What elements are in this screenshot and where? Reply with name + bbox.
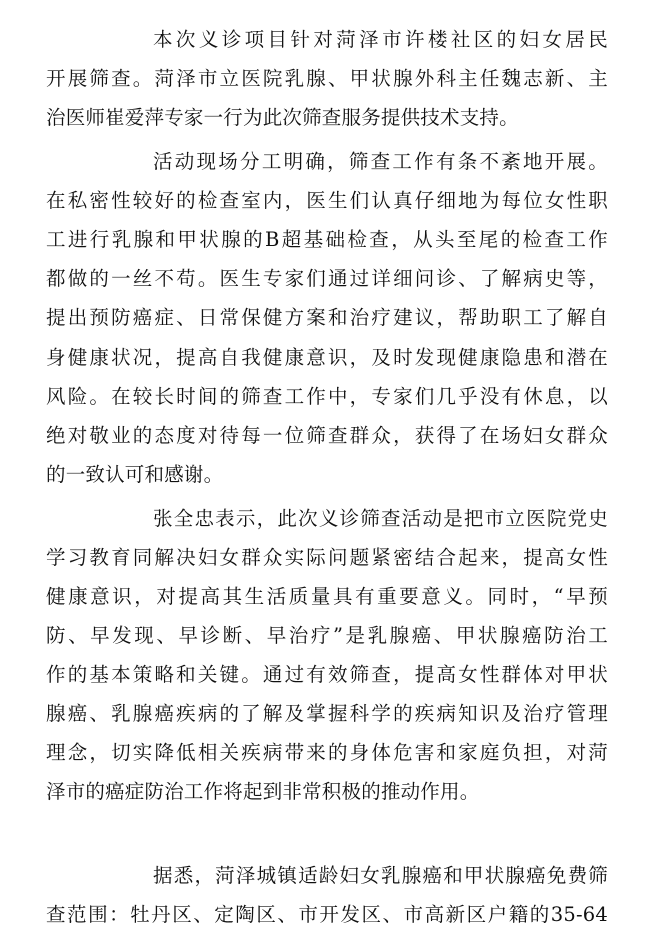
text-line: 腺癌、乳腺癌疾病的了解及掌握科学的疾病知识及治疗管理	[46, 702, 608, 725]
text-line: 理念，切实降低相关疾病带来的身体危害和家庭负担，对菏	[46, 741, 608, 764]
text-line: 开展筛查。菏泽市立医院乳腺、甲状腺外科主任魏志新、主	[46, 67, 608, 90]
text-line: 据悉，菏泽城镇适龄妇女乳腺癌和甲状腺癌免费筛	[153, 864, 608, 887]
text-line: 学习教育同解决妇女群众实际问题紧密结合起来，提高女性	[46, 546, 608, 569]
text-line: 治医师崔爱萍专家一行为此次筛查服务提供技术支持。	[46, 106, 519, 129]
text-line: 健康意识，对提高其生活质量具有重要意义。同时，“早预	[46, 585, 608, 608]
text-line: 提出预防癌症、日常保健方案和治疗建议，帮助职工了解自	[46, 306, 608, 329]
text-line: 查范围：牡丹区、定陶区、市开发区、市高新区户籍的35-64	[46, 903, 608, 926]
text-line: 本次义诊项目针对菏泽市许楼社区的妇女居民	[153, 28, 608, 51]
text-line: 工进行乳腺和甲状腺的B超基础检查，从头至尾的检查工作	[46, 228, 608, 251]
text-line: 防、早发现、早诊断、早治疗”是乳腺癌、甲状腺癌防治工	[46, 624, 608, 647]
text-line: 风险。在较长时间的筛查工作中，专家们几乎没有休息，以	[46, 385, 608, 408]
text-line: 都做的一丝不苟。医生专家们通过详细问诊、了解病史等，	[46, 267, 608, 290]
text-line: 作的基本策略和关键。通过有效筛查，提高女性群体对甲状	[46, 663, 608, 686]
text-line: 绝对敬业的态度对待每一位筛查群众，获得了在场妇女群众	[46, 424, 608, 447]
text-line: 活动现场分工明确，筛查工作有条不紊地开展。	[153, 150, 608, 173]
text-line: 身健康状况，提高自我健康意识，及时发现健康隐患和潜在	[46, 346, 608, 369]
text-line: 泽市的癌症防治工作将起到非常积极的推动作用。	[46, 780, 480, 803]
text-line: 的一致认可和感谢。	[46, 463, 224, 486]
text-line: 张全忠表示，此次义诊筛查活动是把市立医院党史	[153, 507, 608, 530]
text-line: 在私密性较好的检查室内，医生们认真仔细地为每位女性职	[46, 189, 608, 212]
